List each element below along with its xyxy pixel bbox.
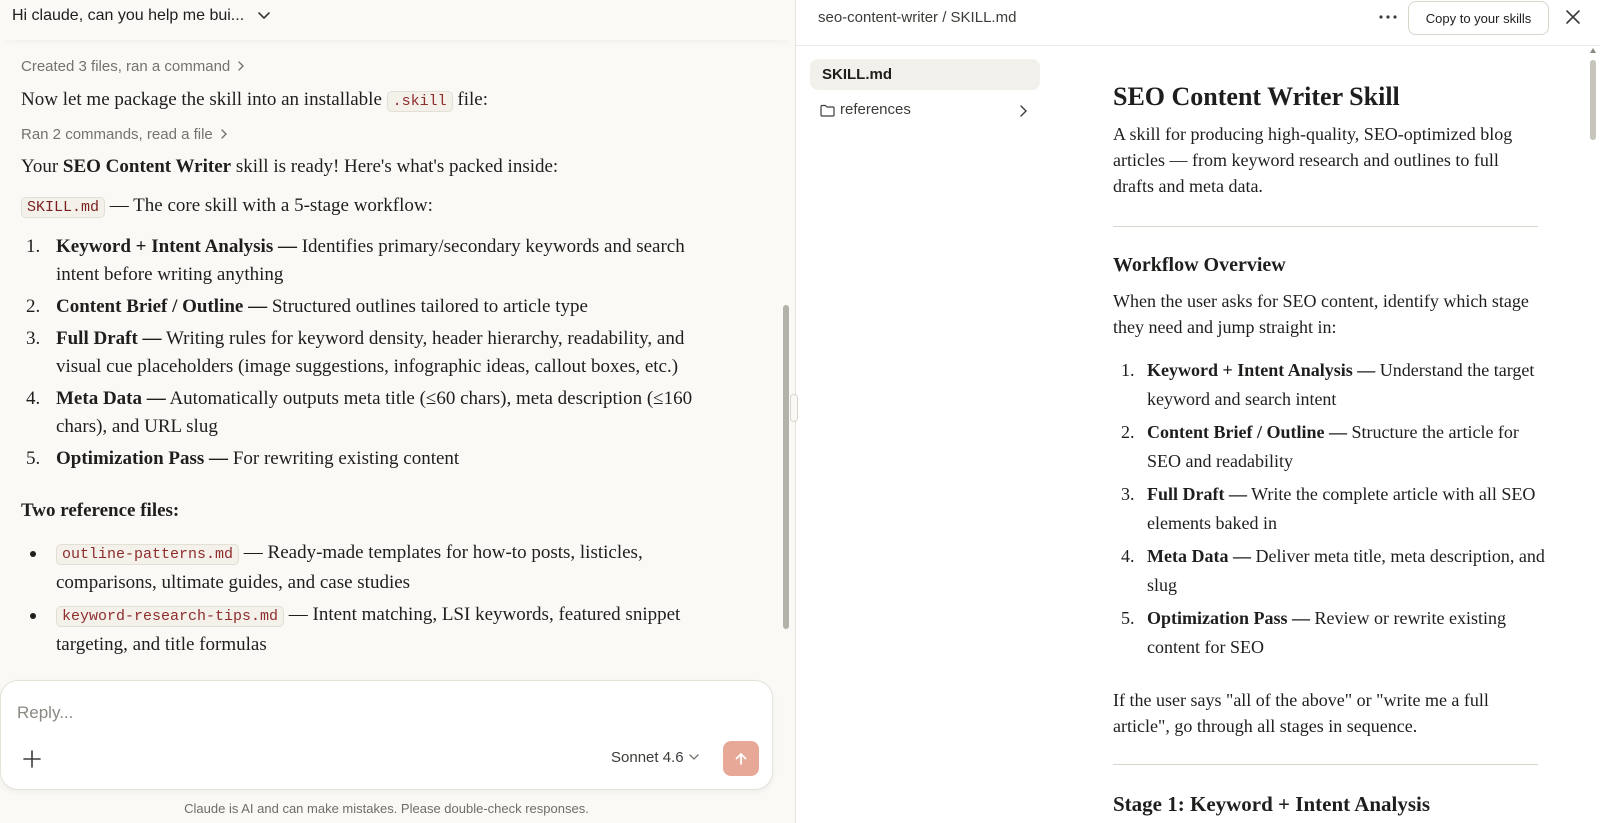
more-icon[interactable] [1377, 9, 1399, 25]
stage-title: Meta Data — [1147, 546, 1251, 566]
reference-desc: — Intent matching, LSI keywords, featured snippet targeting, and title formulas [56, 604, 681, 655]
stage-number: 4. [26, 388, 41, 409]
reference-list [21, 539, 721, 663]
chevron-down-icon[interactable] [256, 7, 272, 23]
ready-prefix: Your [21, 156, 63, 177]
inline-code: outline-patterns.md [56, 544, 239, 565]
disclaimer: Claude is AI and can make mistakes. Please double-check responses. [184, 801, 589, 816]
viewer-header [796, 0, 1600, 46]
reference-desc: — Ready-made templates for how-to posts, listicles, comparisons, ultimate guides, and case studies [56, 542, 643, 593]
tree-item-references[interactable] [810, 94, 1040, 126]
inline-code: .skill [387, 91, 453, 112]
stage-number: 2. [1121, 422, 1135, 442]
stage-number: 1. [1121, 360, 1135, 380]
stage-item [1113, 418, 1553, 476]
skill-name: SEO Content Writer [62, 156, 232, 177]
reference-item [21, 601, 721, 659]
stage-desc: Identifies primary/secondary keywords and search intent before writing anything [56, 236, 685, 285]
tree-item-label: SKILL.md [822, 66, 892, 83]
chevron-down-icon [689, 752, 699, 762]
stage-desc: Writing rules for keyword density, header hierarchy, readability, and visual cue placeholders (image suggestions, infographic ideas, callout boxes, etc.) [56, 328, 685, 377]
bullet [30, 551, 36, 557]
reply-input[interactable] [17, 703, 577, 723]
message-list [0, 40, 780, 680]
workflow-note: If the user says "all of the above" or "write me a full article", go through all stages in sequence. [1113, 690, 1489, 736]
copy-to-skills-button[interactable]: Copy to your skills [1408, 1, 1549, 35]
stage-item [21, 385, 721, 441]
doc-intro: A skill for producing high-quality, SEO-optimized blog articles — from keyword research and outlines to full drafts and meta data. [1113, 124, 1513, 196]
package-text: Now let me package the skill into an installable [21, 89, 387, 110]
stage1-heading: Stage 1: Keyword + Intent Analysis [1113, 792, 1431, 816]
stage-item [21, 233, 721, 289]
doc-scrollbar[interactable] [1590, 60, 1596, 140]
package-message [21, 86, 488, 116]
stage-number: 4. [1121, 546, 1135, 566]
inline-code: SKILL.md [21, 197, 105, 218]
stage-desc: Structured outlines tailored to article type [267, 296, 588, 317]
stage-item [1113, 604, 1553, 662]
stage-title: Full Draft — [56, 328, 162, 349]
chat-title[interactable]: Hi claude, can you help me bui... [12, 7, 245, 24]
markdown-document [1113, 0, 1553, 823]
stage-desc: Review or rewrite existing content for SEO [1147, 608, 1506, 657]
scroll-up-arrow[interactable] [1590, 48, 1596, 53]
stage-title: Full Draft — [1147, 484, 1247, 504]
stage-title: Keyword + Intent Analysis — [56, 236, 297, 257]
doc-stage-list [1113, 356, 1553, 666]
stage-item [21, 445, 721, 473]
tree-item-label: references [840, 101, 911, 118]
ready-message [21, 153, 558, 181]
divider [1113, 764, 1538, 765]
file-viewer-panel [795, 0, 1600, 823]
stage-title: Content Brief / Outline — [56, 296, 268, 317]
refs-heading: Two reference files: [21, 500, 180, 521]
stage-item [21, 293, 721, 321]
tool-summary-created[interactable] [21, 58, 246, 75]
stage-number: 5. [1121, 608, 1135, 628]
stage-desc: Automatically outputs meta title (≤60 chars), meta description (≤160 chars), and URL slug [56, 388, 693, 437]
tool-summary-label: Ran 2 commands, read a file [21, 126, 213, 143]
chevron-right-icon [1018, 104, 1028, 118]
stage-title: Meta Data — [56, 388, 166, 409]
panel-resize-handle[interactable] [790, 394, 798, 422]
doc-title: SEO Content Writer Skill [1113, 82, 1400, 111]
divider [1113, 226, 1538, 227]
plus-icon[interactable] [21, 748, 43, 770]
tree-item-skill-md[interactable] [810, 59, 1040, 90]
stage-item [1113, 480, 1553, 538]
stage-title: Keyword + Intent Analysis — [1147, 360, 1376, 380]
folder-icon [820, 104, 835, 117]
tool-summary-ran[interactable] [21, 126, 229, 143]
stage-desc: Deliver meta title, meta description, and slug [1147, 546, 1545, 595]
model-selector[interactable] [611, 749, 699, 766]
model-label: Sonnet 4.6 [611, 749, 684, 766]
stage-desc: Understand the target keyword and search intent [1147, 360, 1535, 409]
stage-number: 3. [1121, 484, 1135, 504]
workflow-heading: Workflow Overview [1113, 254, 1286, 276]
chevron-right-icon [236, 61, 246, 71]
close-icon[interactable] [1564, 8, 1582, 26]
stage-item [21, 325, 721, 381]
chat-panel [0, 0, 795, 823]
stage-number: 2. [26, 296, 41, 317]
stage-number: 5. [26, 448, 41, 469]
stage-item [1113, 356, 1553, 414]
stage-number: 3. [26, 328, 41, 349]
stage-list [21, 233, 721, 477]
bullet [30, 613, 36, 619]
file-tree [810, 59, 1040, 126]
file-path: seo-content-writer / SKILL.md [818, 9, 1017, 26]
stage-desc: Write the complete article with all SEO elements baked in [1147, 484, 1536, 533]
skill-desc: — The core skill with a 5-stage workflow: [105, 195, 433, 216]
chat-scrollbar[interactable] [783, 305, 789, 629]
skill-file-line [21, 192, 433, 222]
stage-title: Optimization Pass — [56, 448, 229, 469]
stage-title: Content Brief / Outline — [1147, 422, 1347, 442]
stage-title: Optimization Pass — [1147, 608, 1311, 628]
reply-box [0, 680, 773, 790]
package-text-end: file: [452, 89, 489, 110]
arrow-up-icon [733, 751, 749, 767]
chevron-right-icon [219, 129, 229, 139]
tool-summary-label: Created 3 files, ran a command [21, 58, 231, 75]
chat-header [0, 0, 795, 40]
workflow-intro: When the user asks for SEO content, identify which stage they need and jump straight in: [1113, 291, 1529, 337]
stage-desc: For rewriting existing content [228, 448, 460, 469]
stage-number: 1. [26, 236, 41, 257]
reference-item [21, 539, 721, 597]
stage-item [1113, 542, 1553, 600]
ready-suffix: skill is ready! Here's what's packed inside: [231, 156, 559, 177]
stage-desc: Structure the article for SEO and readability [1147, 422, 1519, 471]
inline-code: keyword-research-tips.md [56, 606, 284, 627]
send-button[interactable] [723, 741, 759, 776]
